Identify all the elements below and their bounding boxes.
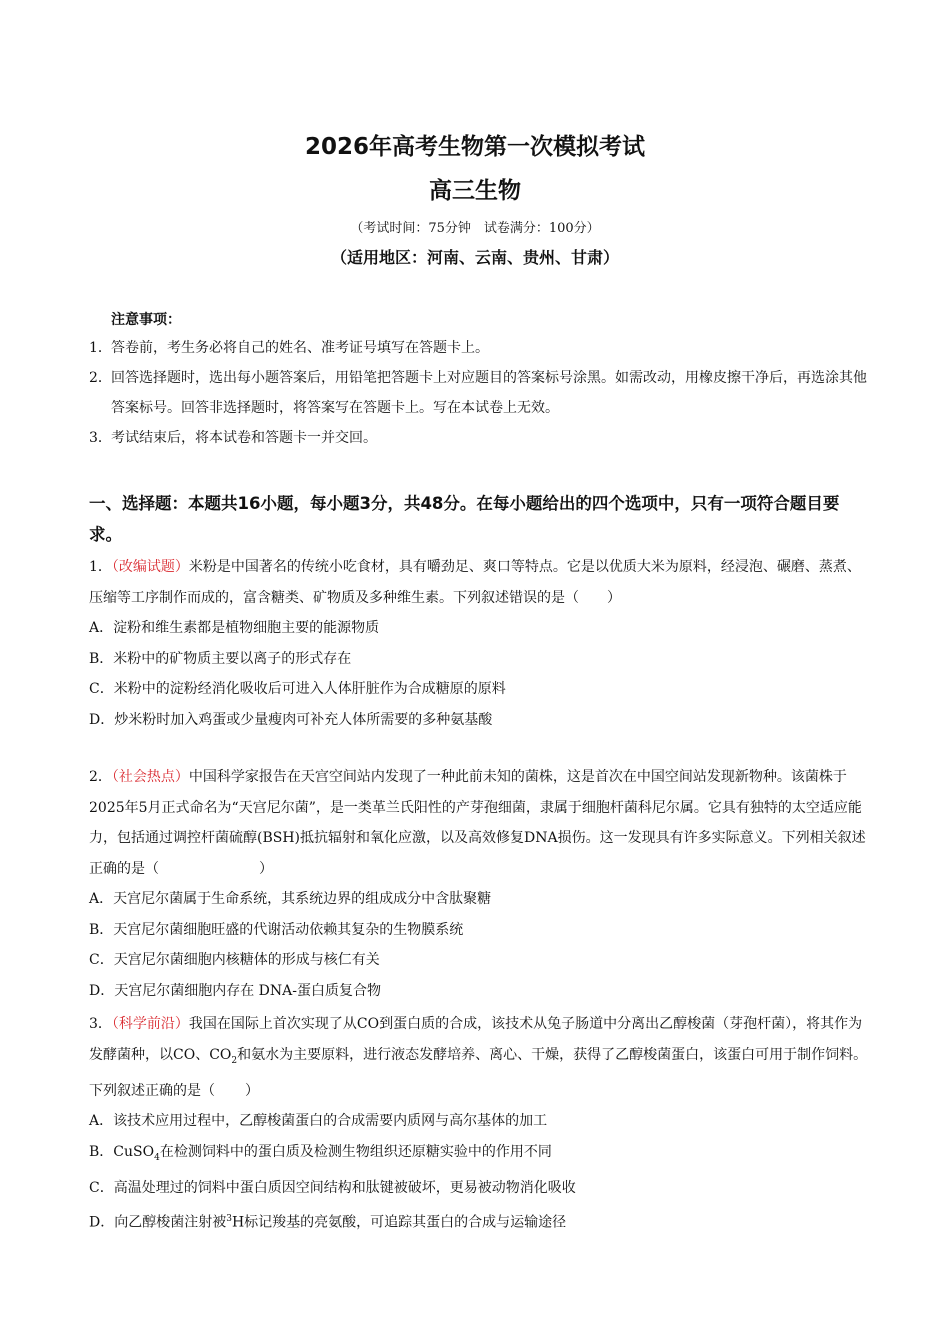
question-text: 中国科学家报告在天宫空间站内发现了一种此前未知的菌株，这是首次在中国空间站发现新物种。该菌株于2025年5月正式命名为“天宫尼尔菌”，是一类革兰氏阳性的产芽孢细菌，隶属于细胞杆菌科尼尔属。它具有独特的太空适应能力，包括通过调控杆菌硫醇(BSH)抵抗辐射和氧化应激，以及高效修复DNA损伤。这一发现具有许多实际意义。下列相关叙述正确的是（ xyxy=(89,769,866,877)
notice-text: 答卷前，考生务必将自己的姓名、准考证号填写在答题卡上。 xyxy=(111,340,489,356)
option-c[interactable]: C．天宫尼尔菌细胞内核糖体的形成与核仁有关 xyxy=(89,952,380,968)
superscript: 3 xyxy=(226,1213,232,1224)
notice-item xyxy=(89,423,869,453)
question-3 xyxy=(89,1009,869,1238)
option-c[interactable]: C．米粉中的淀粉经消化吸收后可进入人体肝脏作为合成糖原的原料 xyxy=(89,681,506,697)
question-paren-close: ） xyxy=(245,1082,259,1099)
notice-number: 3． xyxy=(89,430,112,446)
option-d[interactable]: D．天宫尼尔菌细胞内存在 DNA-蛋白质复合物 xyxy=(89,982,381,999)
question-1 xyxy=(89,552,869,735)
notice-item xyxy=(89,363,869,423)
notice-number: 2． xyxy=(89,370,112,386)
notice-text: 考试结束后，将本试卷和答题卡一并交回。 xyxy=(111,430,377,446)
subscript: 4 xyxy=(154,1152,160,1163)
question-number: 2． xyxy=(89,769,112,785)
question-text: 我国在国际上首次实现了从CO到蛋白质的合成，该技术从兔子肠道中分离出乙醇梭菌（芽孢杆菌），将其作为发酵菌种，以CO、CO xyxy=(89,1016,863,1063)
option-a[interactable]: A．淀粉和维生素都是植物细胞主要的能源物质 xyxy=(89,620,380,636)
question-paren-close: ） xyxy=(259,860,273,877)
exam-subtitle: 高三生物 xyxy=(429,178,521,204)
question-2 xyxy=(89,762,869,1006)
question-text: 米粉是中国著名的传统小吃食材，具有嚼劲足、爽口等特点。它是以优质大米为原料，经浸泡、碾磨、蒸煮、压缩等工序制作而成的，富含糖类、矿物质及多种维生素。下列叙述错误的是（ ） xyxy=(89,559,861,606)
option-b[interactable]: B．天宫尼尔菌细胞旺盛的代谢活动依赖其复杂的生物膜系统 xyxy=(89,921,464,938)
option-d[interactable]: D．炒米粉时加入鸡蛋或少量瘦肉可补充人体所需要的多种氨基酸 xyxy=(89,711,493,728)
section-heading: 一、选择题：本题共16小题，每小题3分，共48分。在每小题给出的四个选项中，只有一项符合题目要求。 xyxy=(89,494,840,544)
notice-text: 回答选择题时，选出每小题答案后，用铅笔把答题卡上对应题目的答案标号涂黑。如需改动，用橡皮擦干净后，再选涂其他答案标号。回答非选择题时，将答案写在答题卡上。写在本试卷上无效。 xyxy=(111,370,867,416)
question-tag: （改编试题） xyxy=(111,559,189,575)
option-d[interactable] xyxy=(89,1204,869,1238)
question-stem xyxy=(89,552,869,613)
exam-title: 2026年高考生物第一次模拟考试 xyxy=(304,134,645,160)
notice-number: 1． xyxy=(89,340,112,356)
option-b[interactable]: B．米粉中的矿物质主要以离子的形式存在 xyxy=(89,650,352,667)
question-text-cont: 和氨水为主要原料，进行液态发酵培养、离心、干燥，获得了乙醇梭菌蛋白，该蛋白可用于制作饲料。下列叙述正确的是（ xyxy=(89,1046,868,1099)
option-c[interactable]: C．高温处理过的饲料中蛋白质因空间结构和肽键被破坏，更易被动物消化吸收 xyxy=(89,1180,576,1197)
notice-item xyxy=(89,333,869,363)
question-stem xyxy=(89,762,869,884)
option-a[interactable]: A．该技术应用过程中，乙醇梭菌蛋白的合成需要内质网与高尔基体的加工 xyxy=(89,1113,548,1130)
question-tag: （科学前沿） xyxy=(111,1016,189,1032)
option-a[interactable]: A．天宫尼尔菌属于生命系统，其系统边界的组成成分中含肽聚糖 xyxy=(89,891,492,907)
question-stem xyxy=(89,1009,869,1106)
applicable-region: （适用地区：河南、云南、贵州、甘肃） xyxy=(330,248,619,267)
notice-heading: 注意事项： xyxy=(111,312,181,328)
option-b[interactable] xyxy=(89,1137,869,1173)
option-d-text: D．向乙醇梭菌注射被 xyxy=(89,1214,227,1231)
option-d-text-cont: H标记羧基的亮氨酸，可追踪其蛋白的合成与运输途径 xyxy=(231,1214,567,1231)
question-number: 1． xyxy=(89,559,112,575)
option-b-text: B．CuSO xyxy=(89,1143,155,1160)
question-number: 3． xyxy=(89,1016,112,1032)
exam-info: （考试时间：75分钟 试卷满分：100分） xyxy=(350,221,600,236)
option-b-text-cont: 在检测饲料中的蛋白质及检测生物组织还原糖实验中的作用不同 xyxy=(159,1143,552,1160)
question-tag: （社会热点） xyxy=(111,769,189,785)
subscript: 2 xyxy=(231,1055,238,1066)
